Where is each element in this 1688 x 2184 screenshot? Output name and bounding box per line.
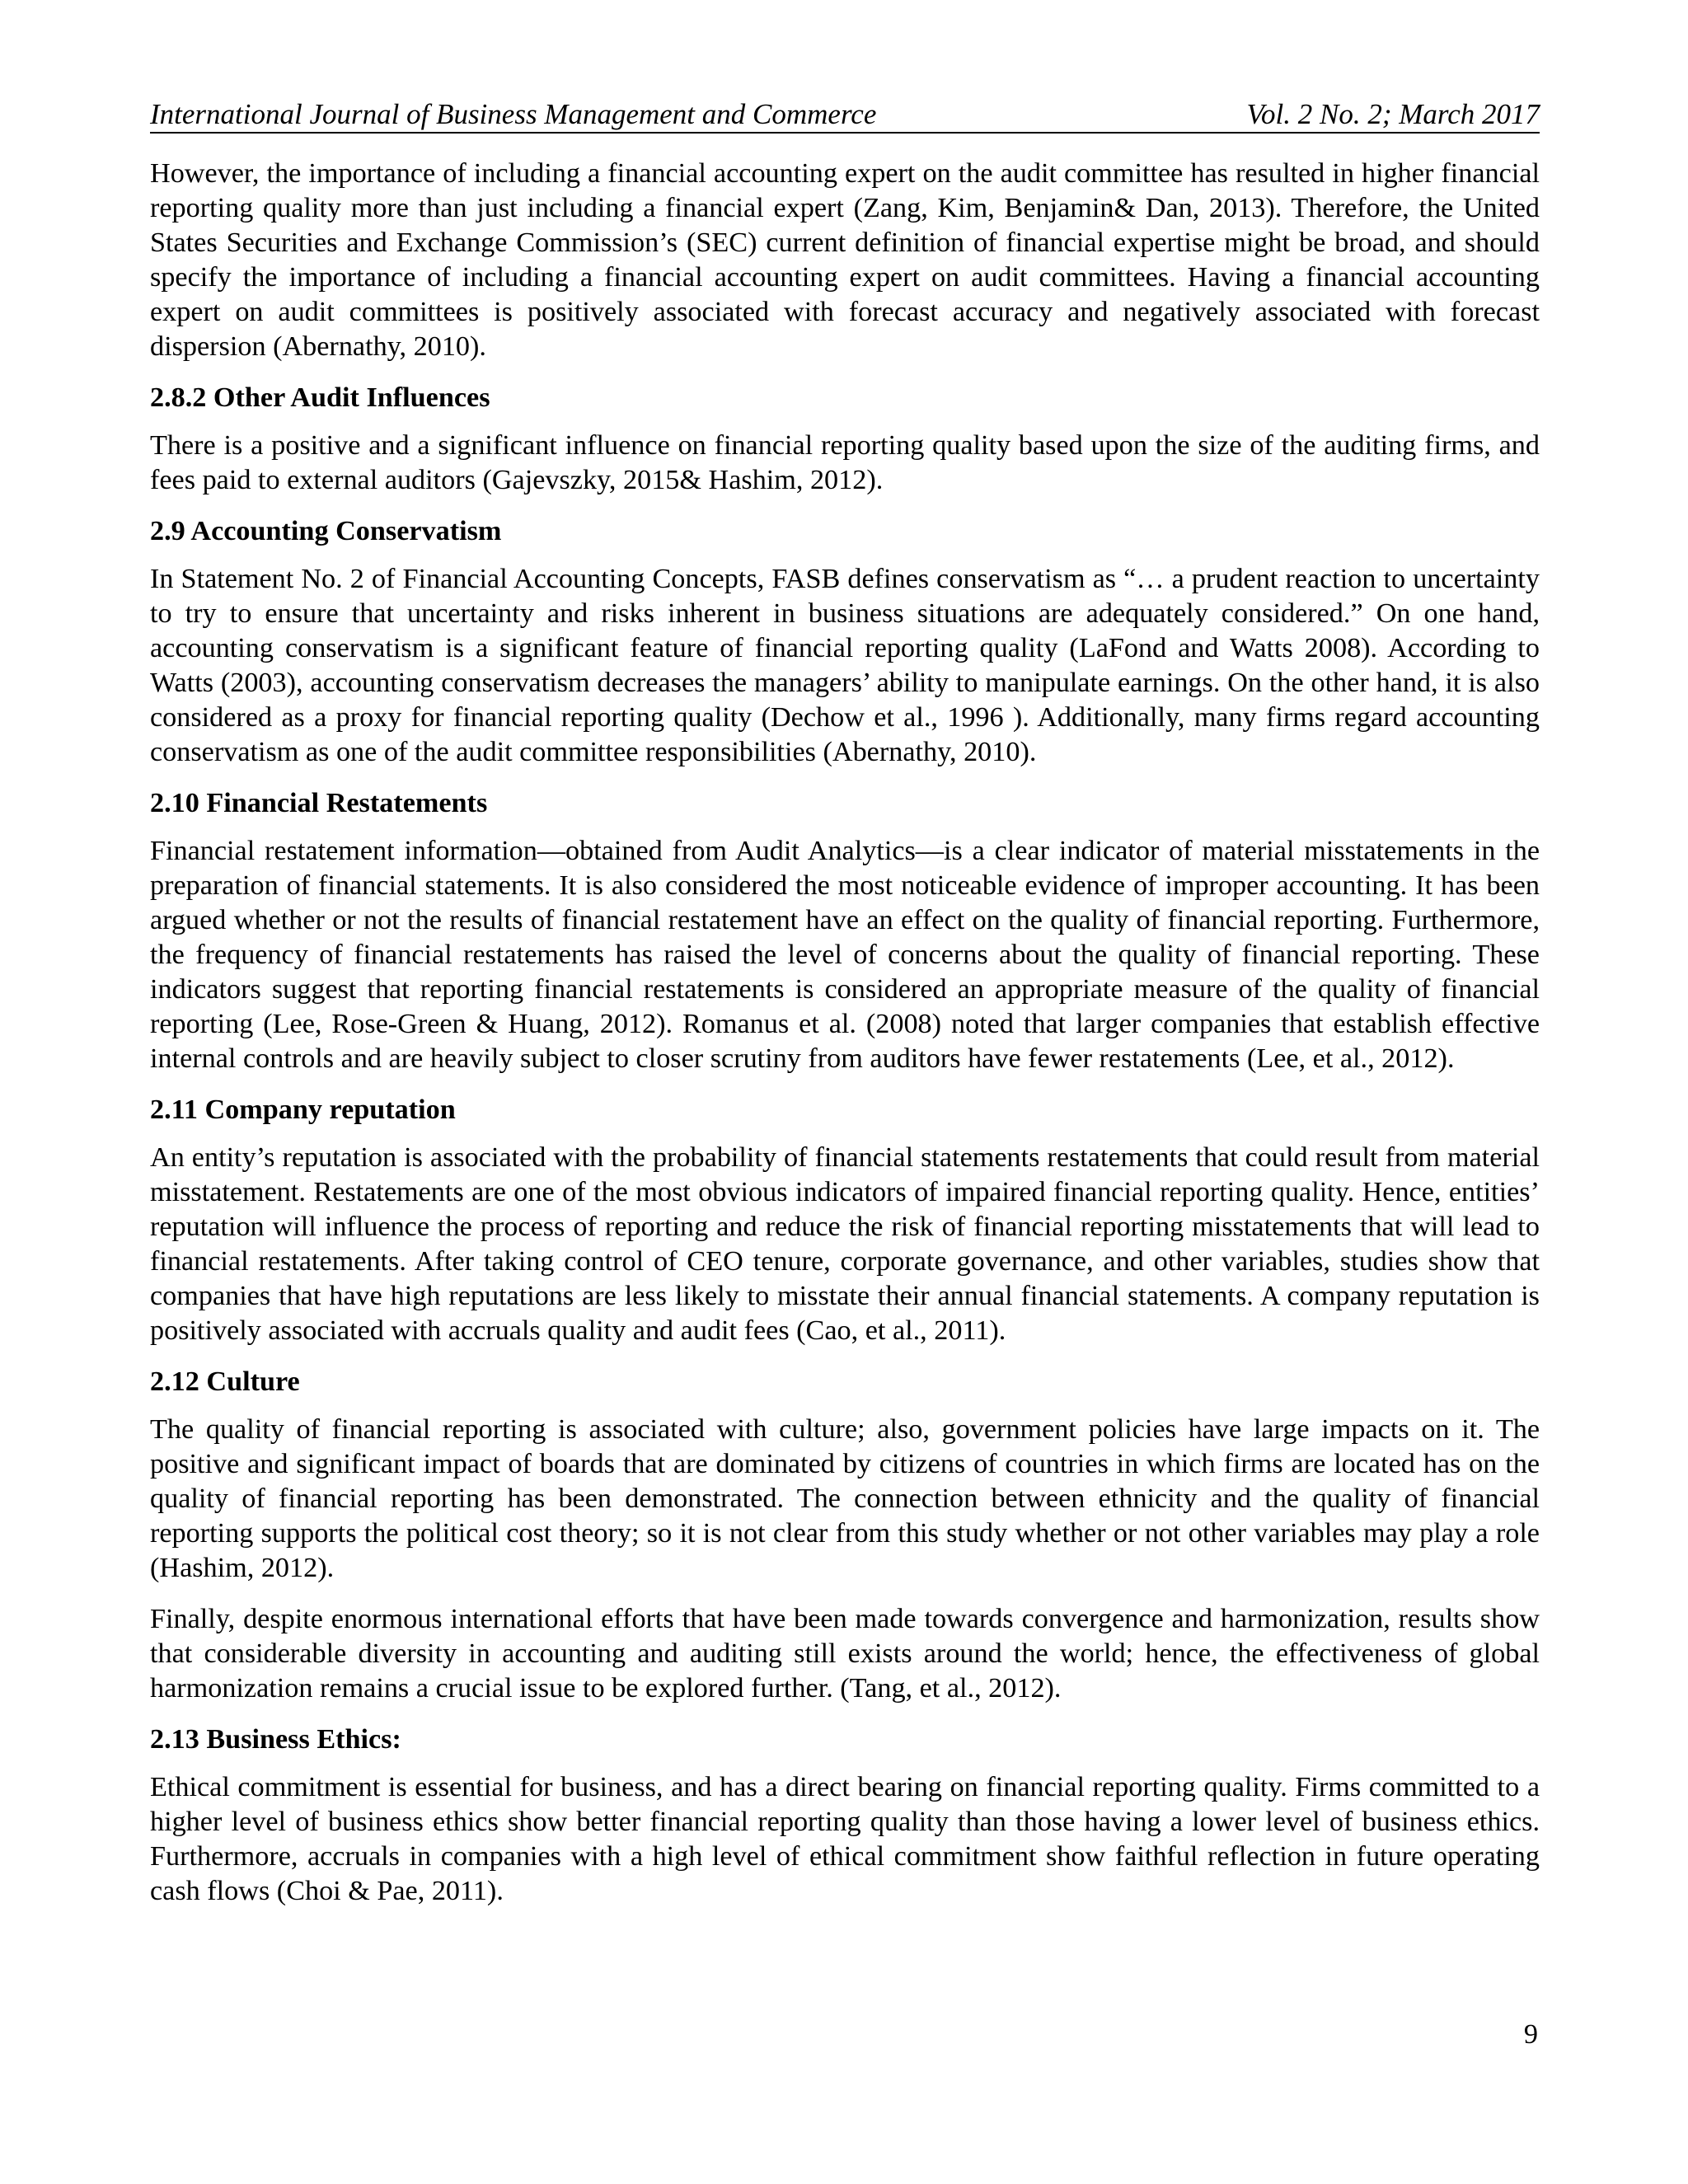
intro-paragraph: However, the importance of including a financial accounting expert on the audit committee has resulted in higher financial reporting quality more than just including a financial expert (Zang, Kim, Benjamin& Dan, 2013). Therefore, the United States Securities and Exchange Commission’s (SEC) current definition of financial expertise might be broad, and should specify the importance of including a financial accounting expert on audit committees. Having a financial accounting expert on audit committees is positively associated with forecast accuracy and negatively associated with forecast dispersion (Abernathy, 2010). [150,158,1540,362]
section-paragraph: In Statement No. 2 of Financial Accounting Concepts, FASB defines conservatism as “… a prudent reaction to uncertainty to try to ensure that uncertainty and risks inherent in business situations are adequately considered.” On one hand, accounting conservatism is a significant feature of financial reporting quality (LaFond and Watts 2008). According to Watts (2003), accounting conservatism decreases the managers’ ability to manipulate earnings. On the other hand, it is also considered as a proxy for financial reporting quality (Dechow et al., 1996 ). Additionally, many firms regard accounting conservatism as one of the audit committee responsibilities (Abernathy, 2010). [150,564,1540,767]
section-heading-2-11: 2.11 Company reputation [150,1094,456,1125]
section-paragraph: Financial restatement information—obtained from Audit Analytics—is a clear indicator of material misstatements in the preparation of financial statements. It is also considered the most noticeable evidence of improper accounting. It has been argued whether or not the results of financial restatement have an effect on the quality of financial reporting. Furthermore, the frequency of financial restatements has raised the level of concerns about the quality of financial reporting. These indicators suggest that reporting financial restatements is considered an appropriate measure of the quality of financial reporting (Lee, Rose-Green & Huang, 2012). Romanus et al. (2008) noted that larger companies that establish effective internal controls and are heavily subject to closer scrutiny from auditors have fewer restatements (Lee, et al., 2012). [150,836,1540,1074]
section-heading-2-9: 2.9 Accounting Conservatism [150,516,502,546]
section-paragraph: There is a positive and a significant influence on financial reporting quality based upon the size of the auditing firms, and fees paid to external auditors (Gajevszky, 2015& Hashim, 2012). [150,430,1540,495]
volume-info: Vol. 2 No. 2; March 2017 [1246,98,1540,130]
section-paragraph: Finally, despite enormous international efforts that have been made towards convergence and harmonization, results show that considerable diversity in accounting and auditing still exists around the world; hence, the effectiveness of global harmonization remains a crucial issue to be explored further. (Tang, et al., 2012). [150,1604,1540,1704]
section-paragraph: The quality of financial reporting is associated with culture; also, government policies have large impacts on it. The positive and significant impact of boards that are dominated by citizens of countries in which firms are located has on the quality of financial reporting has been demonstrated. The connection between ethnicity and the quality of financial reporting supports the political cost theory; so it is not clear from this study whether or not other variables may play a role (Hashim, 2012). [150,1414,1540,1583]
section-heading-2-12: 2.12 Culture [150,1366,300,1397]
paper-page [150,97,1540,1925]
page-number: 9 [1523,2019,1538,2050]
section-paragraph: An entity’s reputation is associated with the probability of financial statements restatements that could result from material misstatement. Restatements are one of the most obvious indicators of impaired financial reporting quality. Hence, entities’ reputation will influence the process of reporting and reduce the risk of financial reporting misstatements that will lead to financial restatements. After taking control of CEO tenure, corporate governance, and other variables, studies show that companies that have high reputations are less likely to misstate their annual financial statements. A company reputation is positively associated with accruals quality and audit fees (Cao, et al., 2011). [150,1142,1540,1346]
journal-title: International Journal of Business Management and Commerce [150,98,877,130]
section-paragraph: Ethical commitment is essential for business, and has a direct bearing on financial reporting quality. Firms committed to a higher level of business ethics show better financial reporting quality than those having a lower level of business ethics. Furthermore, accruals in companies with a high level of ethical commitment show faithful reflection in future operating cash flows (Choi & Pae, 2011). [150,1772,1540,1906]
section-heading-2-8-2: 2.8.2 Other Audit Influences [150,382,490,413]
section-heading-2-13: 2.13 Business Ethics: [150,1724,401,1755]
section-heading-2-10: 2.10 Financial Restatements [150,788,488,818]
running-header [150,97,1540,134]
